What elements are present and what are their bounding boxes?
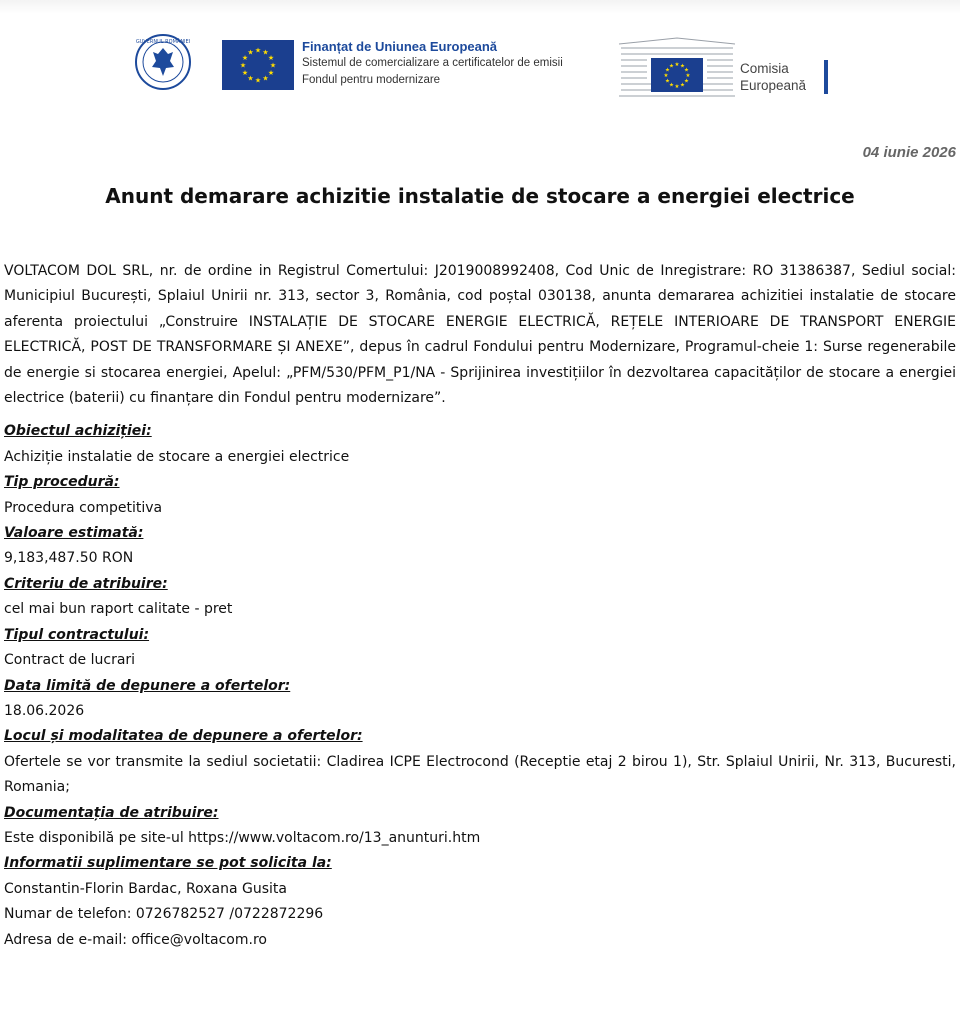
eu-star-icon: ★ xyxy=(254,76,262,85)
eu-star-icon: ★ xyxy=(684,78,689,85)
section-label-tip: Tip procedură: xyxy=(4,474,120,491)
section-value-locul: Ofertele se vor transmite la sediul societatii: Cladirea ICPE Electrocond (Receptie etaj 2 birou 1), Str. Splaiul Unirii, Nr. 313, Bucuresti, Romania; xyxy=(4,753,956,796)
ec-building-icon xyxy=(617,36,737,98)
ec-name-line2: Europeană xyxy=(740,78,807,93)
top-shade xyxy=(0,0,960,14)
contact-email: Adresa de e-mail: office@voltacom.ro xyxy=(4,931,267,948)
eu-star-icon: ★ xyxy=(669,63,674,70)
section-label-obiect: Obiectul achiziției: xyxy=(4,423,152,440)
eu-star-icon: ★ xyxy=(262,74,269,83)
european-commission-logo xyxy=(617,36,832,98)
eu-funding-logo xyxy=(222,38,602,92)
section-label-valoare: Valoare estimată: xyxy=(4,525,144,542)
eu-funding-line2: Fondul pentru modernizare xyxy=(302,74,441,86)
section-value-documentatie: Este disponibilă pe site-ul https://www.voltacom.ro/13_anunturi.htm xyxy=(4,829,481,846)
section-value-valoare: 9,183,487.50 RON xyxy=(4,550,134,567)
announcement-body xyxy=(4,259,956,953)
section-value-tip: Procedura competitiva xyxy=(4,499,163,516)
eu-star-icon: ★ xyxy=(680,63,685,70)
section-value-data-limita: 18.06.2026 xyxy=(4,702,85,719)
contact-names: Constantin-Florin Bardac, Roxana Gusita xyxy=(4,880,287,897)
eu-star-icon: ★ xyxy=(685,72,691,79)
section-label-informatii: Informatii suplimentare se pot solicita la: xyxy=(4,855,332,872)
section-label-locul: Locul și modalitatea de depunere a ofertelor: xyxy=(4,728,363,745)
eu-star-icon: ★ xyxy=(269,61,277,70)
contact-phone: Numar de telefon: 0726782527 /0722872296 xyxy=(4,906,324,923)
ec-accent-bar xyxy=(824,60,828,94)
eu-star-icon: ★ xyxy=(665,67,670,74)
section-label-criteriu: Criteriu de atribuire: xyxy=(4,575,168,592)
eu-funding-title: Finanțat de Uniunea Europeană xyxy=(302,39,498,54)
eu-star-icon: ★ xyxy=(247,74,254,83)
government-seal-icon xyxy=(135,34,191,90)
eu-star-icon: ★ xyxy=(674,83,680,90)
announcement-date: 04 iunie 2026 xyxy=(862,144,956,161)
eu-star-icon: ★ xyxy=(241,53,249,62)
eu-star-icon: ★ xyxy=(674,61,680,68)
eu-star-icon: ★ xyxy=(267,68,275,77)
eu-flag-icon xyxy=(222,40,294,90)
section-value-criteriu: cel mai bun raport calitate - pret xyxy=(4,601,233,618)
eu-star-icon: ★ xyxy=(267,53,275,62)
eu-star-icon: ★ xyxy=(663,72,669,79)
eu-star-icon: ★ xyxy=(241,68,249,77)
section-label-tip-contract: Tipul contractului: xyxy=(4,626,150,643)
eu-star-icon: ★ xyxy=(262,48,269,57)
gov-seal-text: GUVERNUL ROMÂNIEI xyxy=(135,39,191,45)
section-value-obiect: Achiziție instalatie de stocare a energiei electrice xyxy=(4,448,350,465)
eu-star-icon: ★ xyxy=(665,78,670,85)
eu-funding-line1: Sistemul de comercializare a certificatelor de emisii xyxy=(302,57,563,69)
eu-star-icon: ★ xyxy=(247,48,254,57)
section-label-data-limita: Data limită de depunere a ofertelor: xyxy=(4,677,291,694)
eu-star-icon: ★ xyxy=(680,82,685,89)
eu-star-icon: ★ xyxy=(239,61,247,70)
section-label-documentatie: Documentația de atribuire: xyxy=(4,804,219,821)
eu-star-icon: ★ xyxy=(254,46,262,55)
eu-star-icon: ★ xyxy=(684,67,689,74)
page-title: Anunt demarare achizitie instalatie de stocare a energiei electrice xyxy=(105,184,855,208)
eu-star-icon: ★ xyxy=(669,82,674,89)
ec-name-line1: Comisia xyxy=(740,61,789,76)
section-value-tip-contract: Contract de lucrari xyxy=(4,652,136,669)
intro-paragraph: VOLTACOM DOL SRL, nr. de ordine in Registrul Comertului: J2019008992408, Cod Unic de Inregistrare: RO 31386387, Sediul social: Municipiul București, Splaiul Unirii nr. 313, sector 3, România, cod poștal 030138, anunta demararea achizitiei instalatie de stocare aferenta proiectului „Construire INSTALAȚIE DE STOCARE ENERGIE ELECTRICĂ, REȚELE INTERIOARE DE TRANSPORT ENERGIE ELECTRICĂ, POST DE TRANSFORMARE ȘI ANEXE”, depus în cadrul Fondului pentru Modernizare, Programul-cheie 1: Surse regenerabile de energie si stocarea energiei, Apelul: „PFM/530/PFM_P1/NA - Sprijinirea investițiilor în dezvoltarea capacităților de stocare a energiei electrice (baterii) cu finanțare din Fondul pentru modernizare”. xyxy=(4,263,956,407)
